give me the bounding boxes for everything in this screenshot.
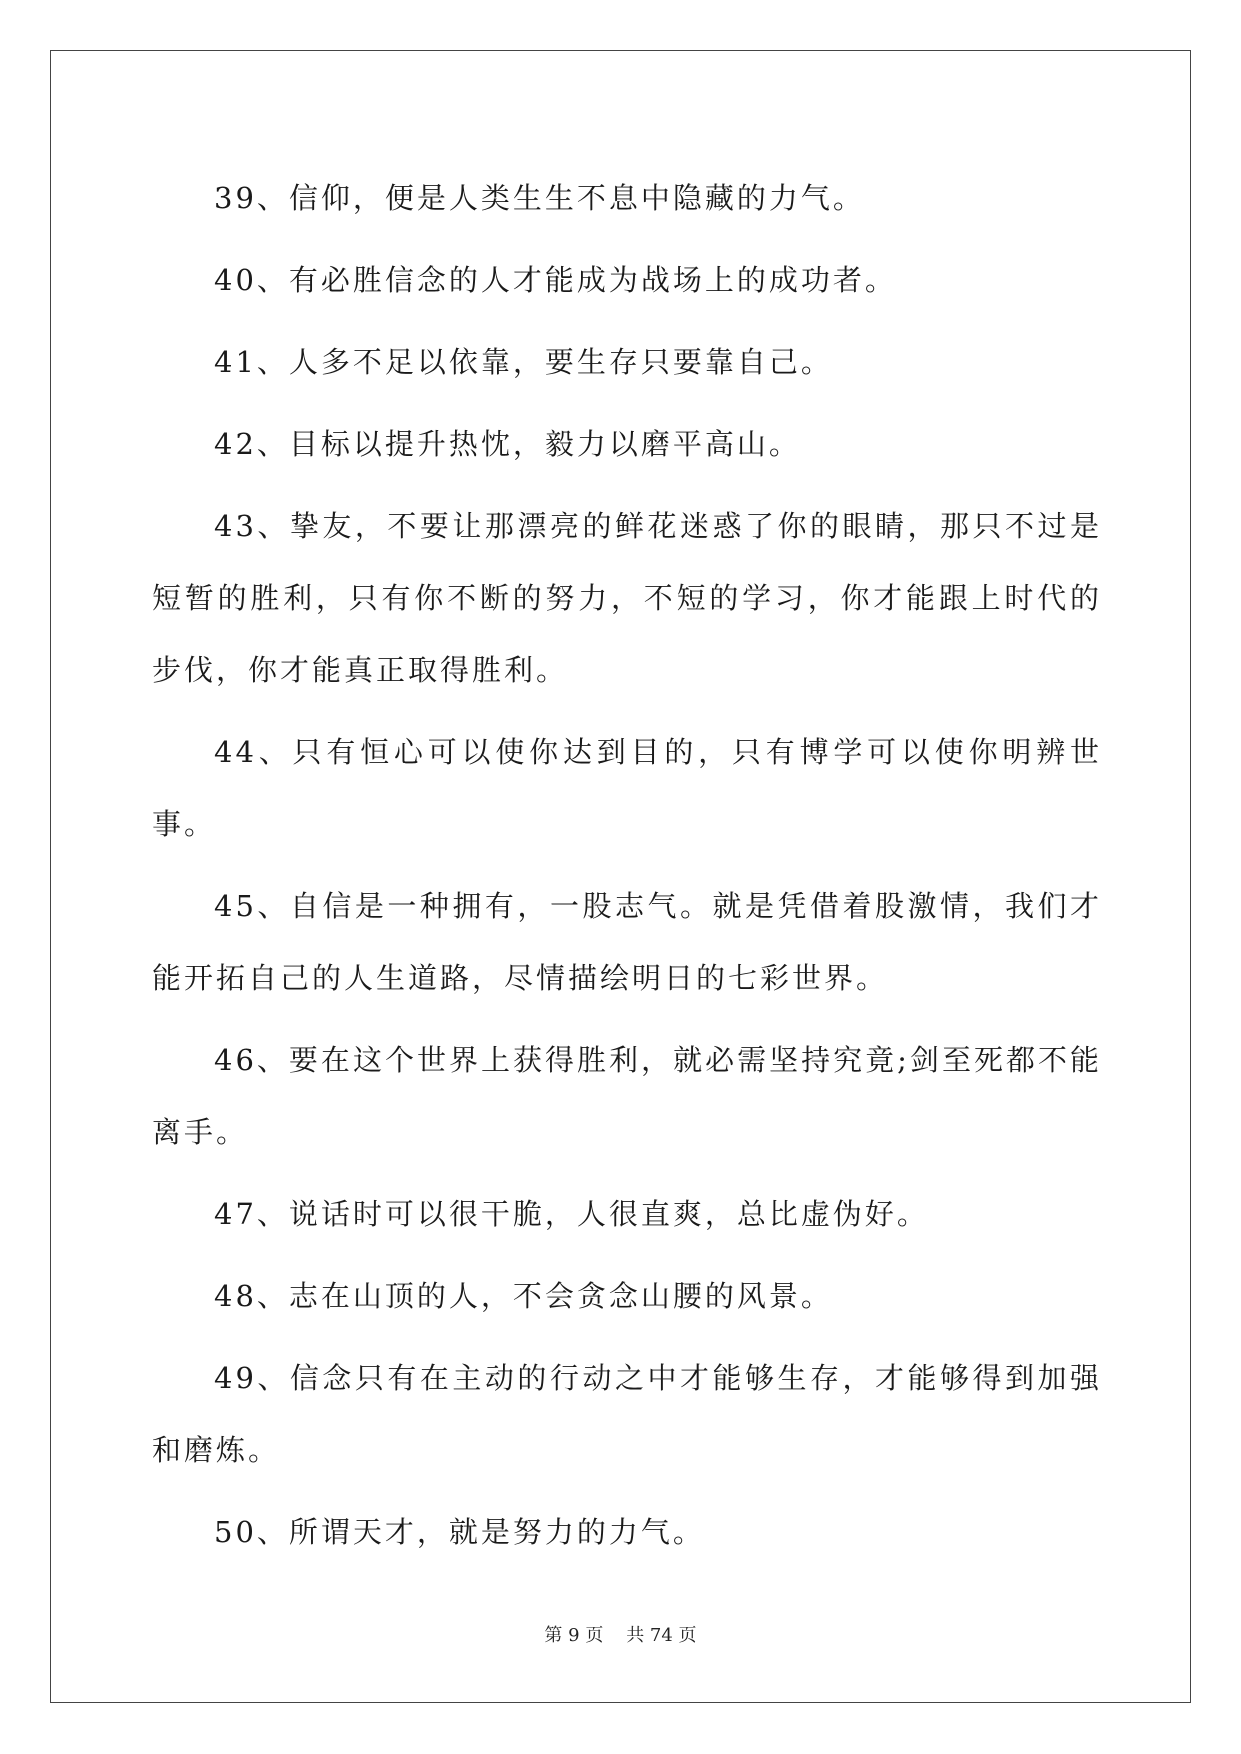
- paragraph-42: 42、目标以提升热忱，毅力以磨平高山。: [214, 427, 801, 461]
- paragraph-43: 43、挚友，不要让那漂亮的鲜花迷惑了你的眼睛，那只不过是短暂的胜利，只有你不断的努力，不短的学习，你才能跟上时代的步伐，你才能真正取得胜利。: [152, 509, 1102, 687]
- paragraph-48: 48、志在山顶的人，不会贪念山腰的风景。: [214, 1279, 833, 1313]
- paragraph-50: 50、所谓天才，就是努力的力气。: [214, 1515, 705, 1549]
- paragraph-46: 46、要在这个世界上获得胜利，就必需坚持究竟;剑至死都不能离手。: [152, 1043, 1102, 1149]
- paragraph-44: 44、只有恒心可以使你达到目的，只有博学可以使你明辨世事。: [152, 735, 1102, 841]
- paragraph-49: 49、信念只有在主动的行动之中才能够生存，才能够得到加强和磨炼。: [152, 1361, 1102, 1467]
- paragraph-45: 45、自信是一种拥有，一股志气。就是凭借着股激情，我们才能开拓自己的人生道路，尽情描绘明日的七彩世界。: [152, 889, 1102, 995]
- paragraph-41: 41、人多不足以依靠，要生存只要靠自己。: [214, 345, 833, 379]
- document-body: [152, 162, 1102, 1578]
- paragraph-39: 39、信仰，便是人类生生不息中隐藏的力气。: [214, 181, 865, 215]
- paragraph-47: 47、说话时可以很干脆，人很直爽，总比虚伪好。: [214, 1197, 929, 1231]
- page-number-footer: 第 9 页 共 74 页: [544, 1625, 697, 1646]
- paragraph-40: 40、有必胜信念的人才能成为战场上的成功者。: [214, 263, 897, 297]
